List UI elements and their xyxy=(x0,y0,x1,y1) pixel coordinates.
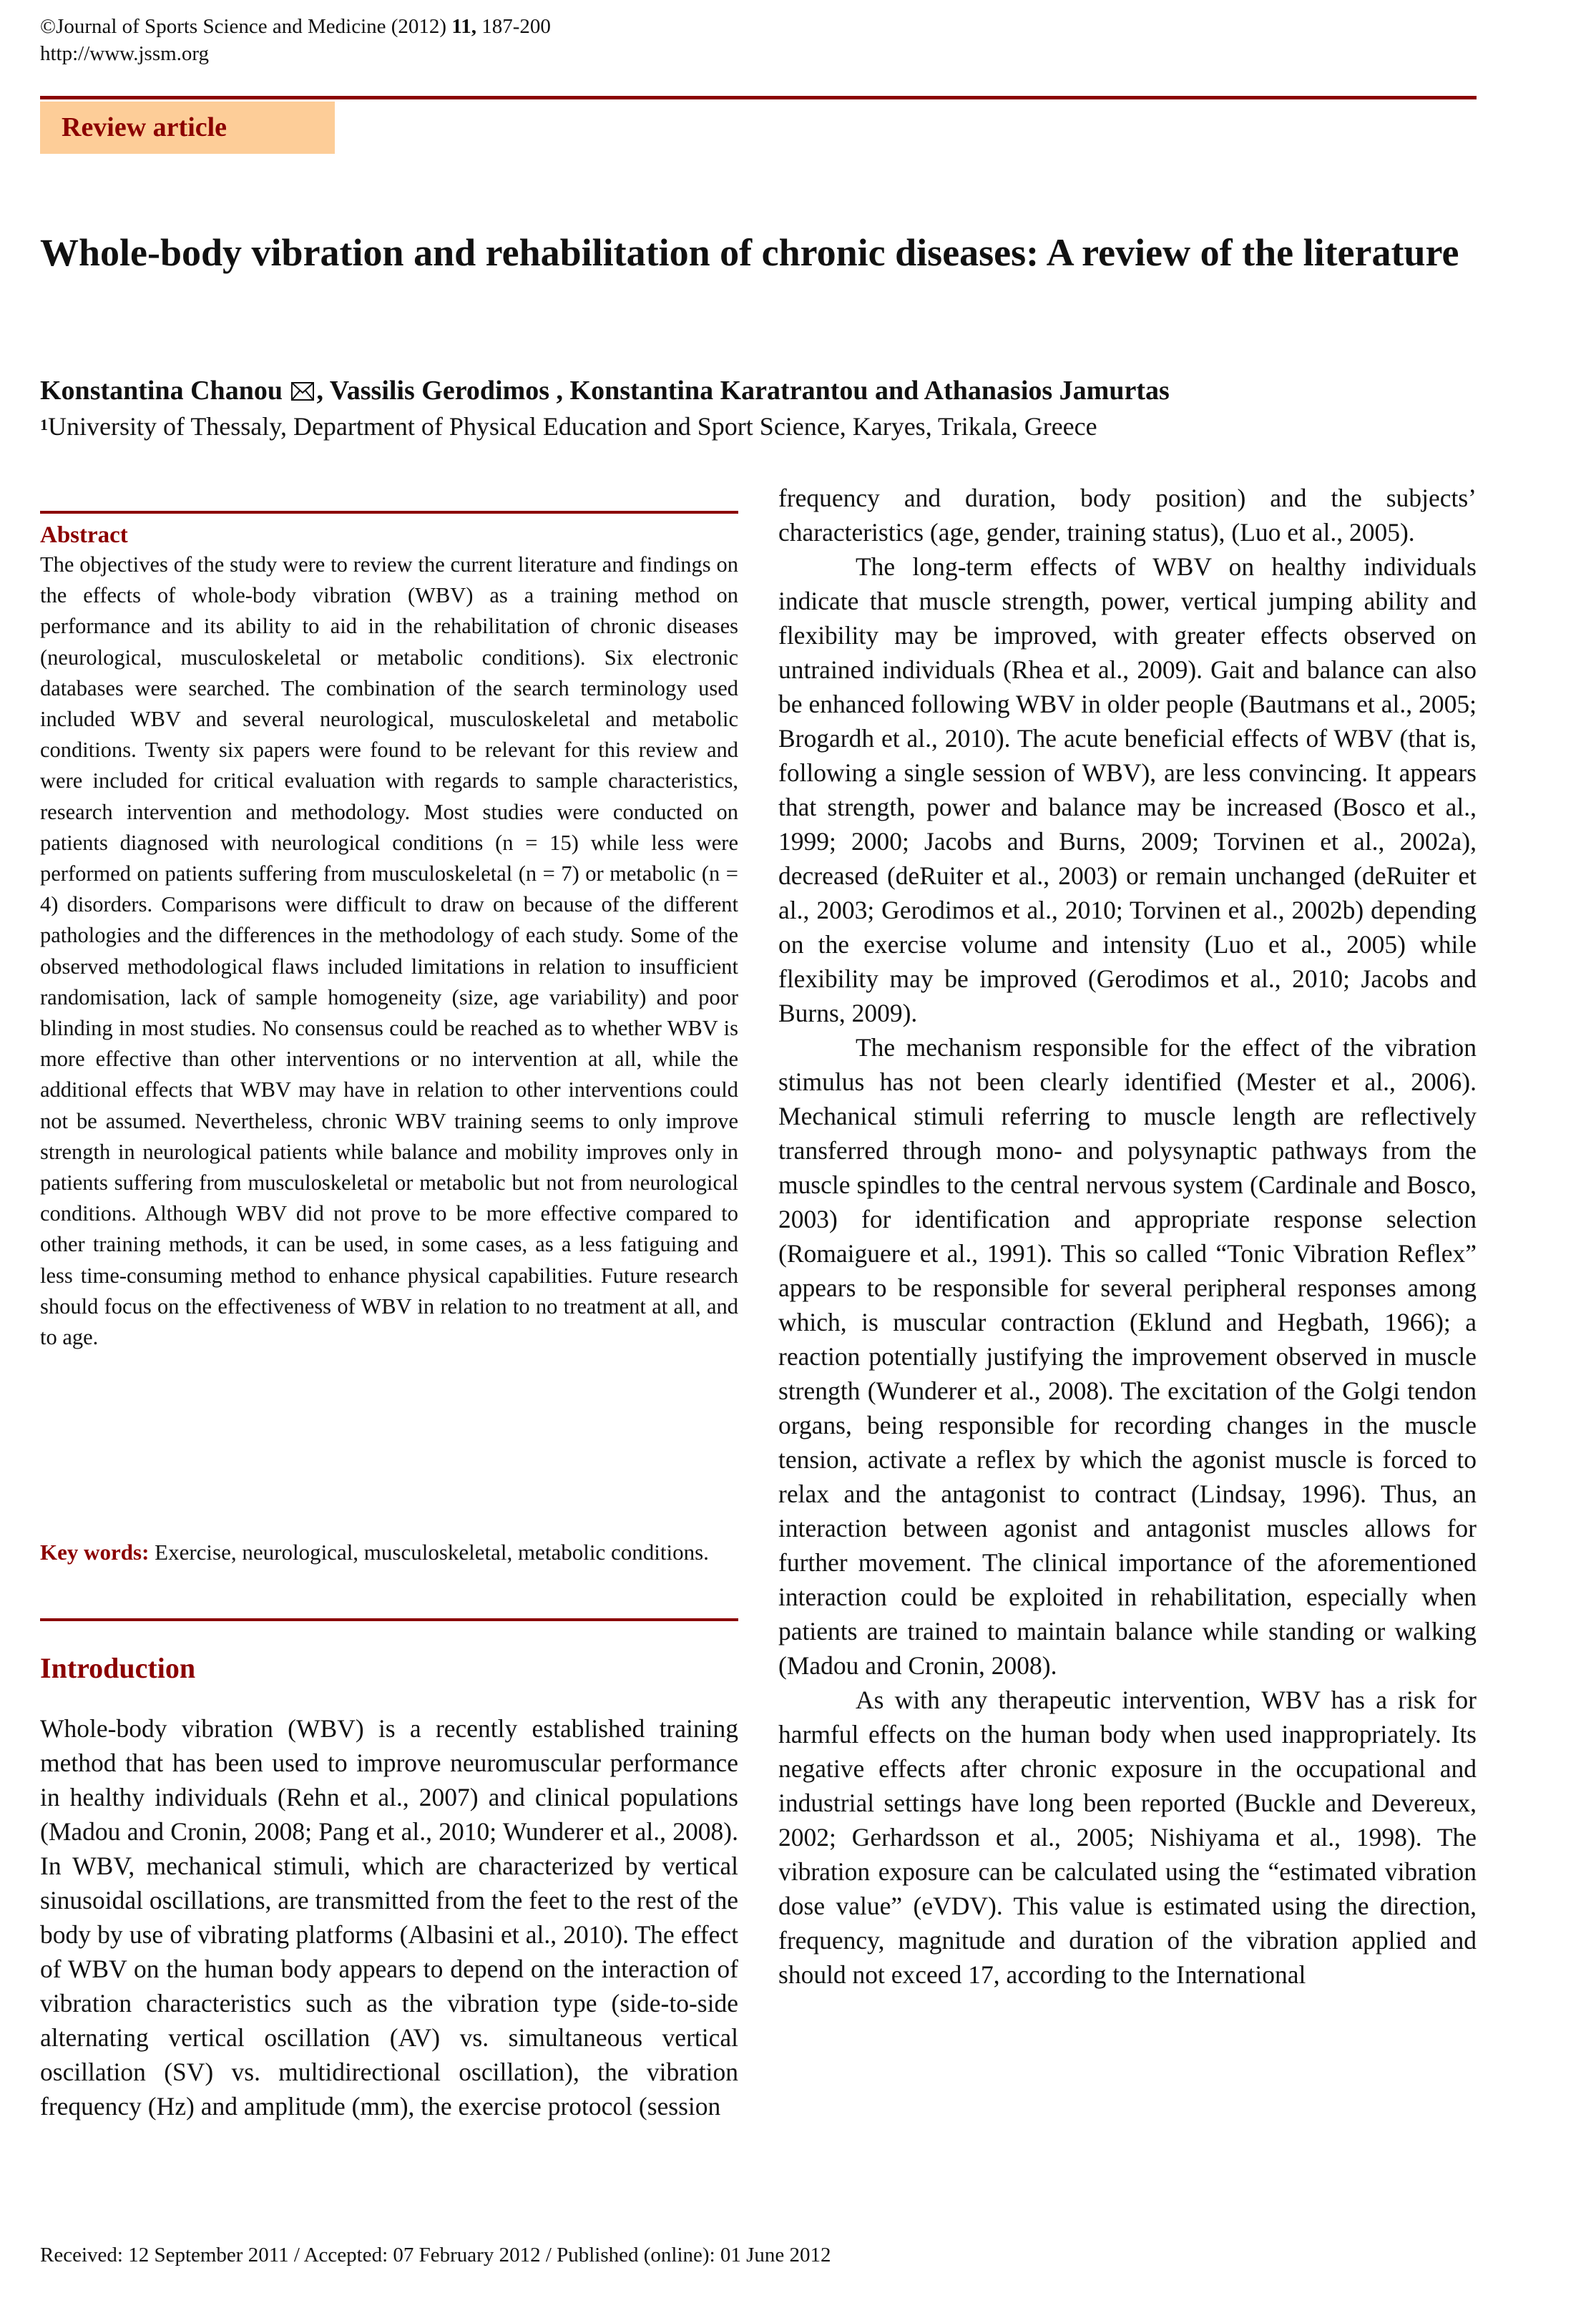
introduction-right-column xyxy=(778,481,1477,1992)
article-type-badge: Review article xyxy=(40,102,335,154)
abstract-bottom-divider xyxy=(40,1618,738,1621)
introduction-left-column xyxy=(40,1711,738,2123)
paragraph: As with any therapeutic intervention, WBV has a risk for harmful effects on the human body when used inappropriately. Its negative effects after chronic exposure in the occupational and industrial settings have long been reported (Buckle and Devereux, 2002; Gerhardsson et al., 2005; Nishiyama et al., 1998). The vibration exposure can be calculated using the “estimated vibration dose value” (eVDV). This value is estimated using the direction, frequency, magnitude and duration of the vibration applied and should not exceed 17, according to the International xyxy=(778,1686,1477,1989)
paragraph: Whole-body vibration (WBV) is a recently established training method that has been used to improve neuromuscular performance in healthy individuals (Rehn et al., 2007) and clinical populations (Madou and Cronin, 2008; Pang et al., 2010; Wunderer et al., 2008). In WBV, mechanical stimuli, which are characterized by vertical sinusoidal oscillations, are transmitted from the feet to the rest of the body by use of vibrating platforms (Albasini et al., 2010). The effect of WBV on the human body appears to depend on the interaction of vibration characteristics such as the vibration type (side-to-side alternating vertical oscillation (AV) vs. simultaneous vertical oscillation (SV) vs. multidirectional oscillation), the vibration frequency (Hz) and amplitude (mm), the exercise protocol (session xyxy=(40,1714,738,2121)
publication-dates: Received: 12 September 2011 / Accepted: 07 February 2012 / Published (online): 01 June 2012 xyxy=(40,2244,831,2266)
introduction-heading: Introduction xyxy=(40,1652,196,1684)
author-list xyxy=(40,373,1170,408)
envelope-icon[interactable] xyxy=(290,381,315,402)
keywords-label: Key words: xyxy=(40,1540,150,1565)
volume-number: 11, xyxy=(451,15,476,38)
affiliation-marker: 1 xyxy=(40,416,48,434)
abstract-section xyxy=(40,521,738,1353)
paragraph: The mechanism responsible for the effect of the vibration stimulus has not been clearly identified (Mester et al., 2006). Mechanical stimuli referring to muscle length are reflectively transferred through mono- and polysynaptic pathways from the muscle spindles to the central nervous system (Cardinale and Bosco, 2003) for identification and appropriate response selection (Romaiguere et al., 1991). This so called “Tonic Vibration Reflex” appears to be responsible for several peripheral responses among which, is muscular contraction (Eklund and Hegbath, 1966); a reaction potentially justifying the improvement observed in muscle strength (Wunderer et al., 2008). The excitation of the Golgi tendon organs, being responsible for recording changes in the muscle tension, activate a reflex by which the agonist muscle is forced to relax and the antagonist to contract (Lindsay, 1996). Thus, an interaction between agonist and antagonist muscles allows for further movement. The clinical importance of the aforementioned interaction could be exploited in rehabilitation, especially when patients are trained to maintain balance while standing or walking (Madou and Cronin, 2008). xyxy=(778,1033,1477,1680)
keywords-list: Exercise, neurological, musculoskeletal, metabolic conditions. xyxy=(149,1540,709,1565)
corresponding-author: Konstantina Chanou xyxy=(40,376,283,406)
journal-citation: ©Journal of Sports Science and Medicine (2012) 11, 187-200 xyxy=(40,15,551,38)
co-authors: , Vassilis Gerodimos , Konstantina Karatrantou and Athanasios Jamurtas xyxy=(316,376,1170,406)
journal-url[interactable]: http://www.jssm.org xyxy=(40,42,210,65)
header-divider xyxy=(40,96,1477,99)
abstract-heading: Abstract xyxy=(40,522,128,548)
abstract-top-divider xyxy=(40,511,738,514)
abstract-text: The objectives of the study were to review the current literature and findings on the effects of whole-body vibration (WBV) as a training method on performance and its ability to aid in the rehabilitation of chronic diseases (neurological, musculoskeletal or metabolic conditions). Six electronic databases were searched. The combination of the search terminology used included WBV and several neurological, musculoskeletal and metabolic conditions. Twenty six papers were found to be relevant for this review and were included for critical evaluation with regards to sample characteristics, research intervention and methodology. Most studies were conducted on patients diagnosed with neurological conditions (n = 15) while less were performed on patients suffering from musculoskeletal (n = 7) or metabolic (n = 4) disorders. Comparisons were difficult to draw on because of the different pathologies and the differences in the methodology of each study. Some of the observed methodological flaws included limitations in relation to insufficient randomisation, lack of sample homogeneity (size, age variability) and poor blinding in most studies. No consensus could be reached as to whether WBV is more effective than other interventions or no intervention at all, while the additional effects that WBV may have in relation to other interventions could not be assumed. Nevertheless, chronic WBV training seems to only improve strength in neurological patients while balance and mobility improves only in patients suffering from musculoskeletal or metabolic but not from neurological conditions. Although WBV did not prove to be more effective compared to other training methods, it can be used, in some cases, as a less fatiguing and less time-consuming method to enhance physical capabilities. Future research should focus on the effectiveness of WBV in relation to no treatment at all, and to age. xyxy=(40,552,738,1350)
journal-header xyxy=(40,13,551,67)
paragraph: The long-term effects of WBV on healthy individuals indicate that muscle strength, power, vertical jumping ability and flexibility may be improved, with greater effects observed on untrained individuals (Rhea et al., 2009). Gait and balance can also be enhanced following WBV in older people (Bautmans et al., 2005; Brogardh et al., 2010). The acute beneficial effects of WBV (that is, following a single session of WBV), are less convincing. It appears that strength, power and balance may be increased (Bosco et al., 1999; 2000; Jacobs and Burns, 2009; Torvinen et al., 2002a), decreased (deRuiter et al., 2003) or remain unchanged (deRuiter et al., 2003; Gerodimos et al., 2010; Torvinen et al., 2002b) depending on the exercise volume and intensity (Luo et al., 2005) while flexibility may be improved (Gerodimos et al., 2010; Jacobs and Burns, 2009). xyxy=(778,552,1477,1027)
paragraph: frequency and duration, body position) and the subjects’ characteristics (age, gender, training status), (Luo et al., 2005). xyxy=(778,484,1477,547)
affiliation: $^1$University of Thessaly, Department of Physical Education and Sport Science, Karyes, Trikala, Greece xyxy=(40,412,1097,441)
keywords xyxy=(40,1537,738,1568)
article-title: Whole-body vibration and rehabilitation of chronic diseases: A review of the literature xyxy=(40,231,1459,274)
